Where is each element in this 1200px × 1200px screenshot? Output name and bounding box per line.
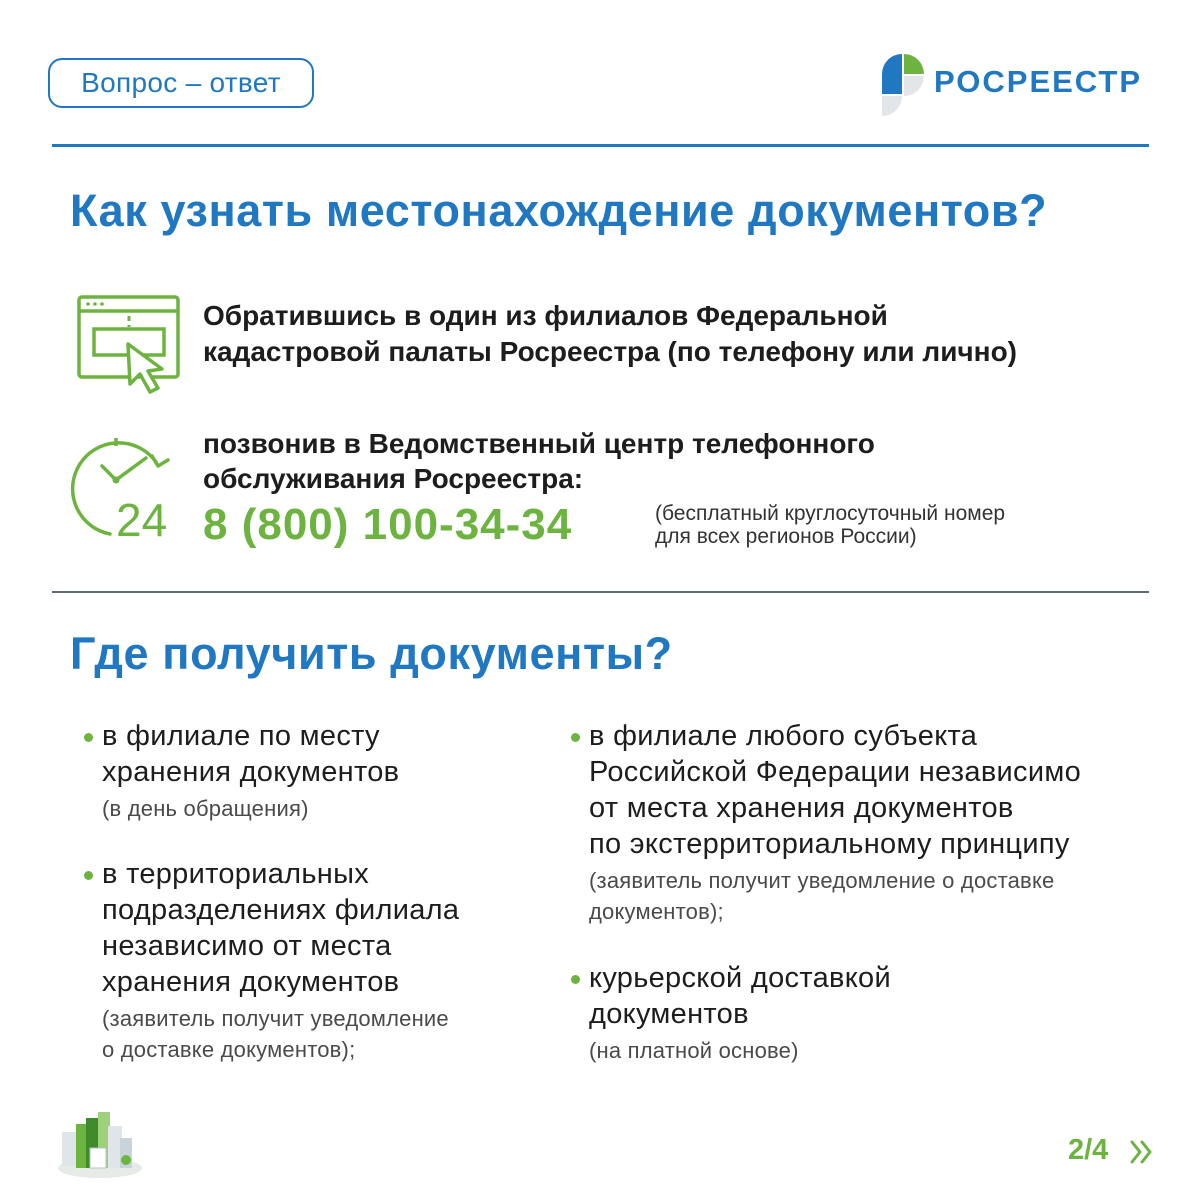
list-item-line: Российской Федерации независимо — [589, 756, 1082, 788]
bullet-dot-icon — [571, 975, 580, 984]
header-divider — [52, 144, 1149, 147]
list-item-line: по экстерриториальному принципу — [589, 828, 1070, 860]
section-badge — [48, 58, 314, 108]
list-item-line: в территориальных — [102, 858, 370, 890]
logo-text: РОСРЕЕСТР — [934, 64, 1143, 99]
list-item-note: (заявитель получит уведомление о доставке — [589, 868, 1055, 893]
section-badge-label: Вопрос – ответ — [81, 67, 281, 98]
call-center-text — [203, 426, 875, 496]
page-indicator: 2/4 — [1068, 1134, 1109, 1166]
rosreestr-logo-icon — [880, 52, 926, 118]
list-item-line: в филиале любого субъекта — [589, 720, 978, 752]
clock-24-icon — [70, 432, 182, 544]
bullet-dot-icon — [84, 871, 93, 880]
list-item-note: (заявитель получит уведомление — [102, 1006, 449, 1031]
list-item — [589, 718, 1081, 927]
bullet-dot-icon — [571, 733, 580, 742]
contact-branch-text — [203, 298, 1017, 370]
list-item-line: документов — [589, 998, 749, 1030]
list-item-line: от места хранения документов — [589, 792, 1014, 824]
section-divider — [52, 591, 1149, 593]
section1-title: Как узнать местонахождение документов? — [70, 185, 1048, 236]
list-item-line: хранения документов — [102, 966, 400, 998]
list-item-line: курьерской доставкой — [589, 962, 891, 994]
contact-branch-line: кадастровой палаты Росреестра (по телефону или лично) — [203, 336, 1017, 367]
list-item-line: хранения документов — [102, 756, 400, 788]
phone-note — [655, 502, 1005, 548]
list-item-note: документов); — [589, 899, 724, 924]
call-center-line: обслуживания Росреестра: — [203, 463, 584, 494]
list-item-note: о доставке документов); — [102, 1037, 356, 1062]
list-item — [589, 960, 891, 1066]
city-buildings-icon — [54, 1108, 146, 1180]
browser-click-icon — [76, 294, 184, 396]
svg-text:24: 24 — [116, 494, 168, 544]
phone-note-line: (бесплатный круглосуточный номер — [655, 502, 1006, 525]
call-center-line: позвонив в Ведомственный центр телефонного — [203, 428, 875, 459]
list-item-line: независимо от места — [102, 930, 392, 962]
contact-branch-line: Обратившись в один из филиалов Федеральной — [203, 300, 888, 331]
rosreestr-logo — [880, 50, 1160, 120]
bullet-dot-icon — [84, 733, 93, 742]
list-item-note: (в день обращения) — [102, 796, 309, 821]
phone-number[interactable]: 8 (800) 100-34-34 — [203, 500, 573, 549]
list-item-line: в филиале по месту — [102, 720, 380, 752]
list-item-note: (на платной основе) — [589, 1038, 799, 1063]
double-chevron-right-icon[interactable] — [1128, 1138, 1156, 1166]
section2-title: Где получить документы? — [70, 628, 673, 679]
list-item — [102, 718, 399, 824]
list-item — [102, 856, 459, 1065]
phone-note-line: для всех регионов России) — [655, 525, 917, 548]
list-item-line: подразделениях филиала — [102, 894, 460, 926]
